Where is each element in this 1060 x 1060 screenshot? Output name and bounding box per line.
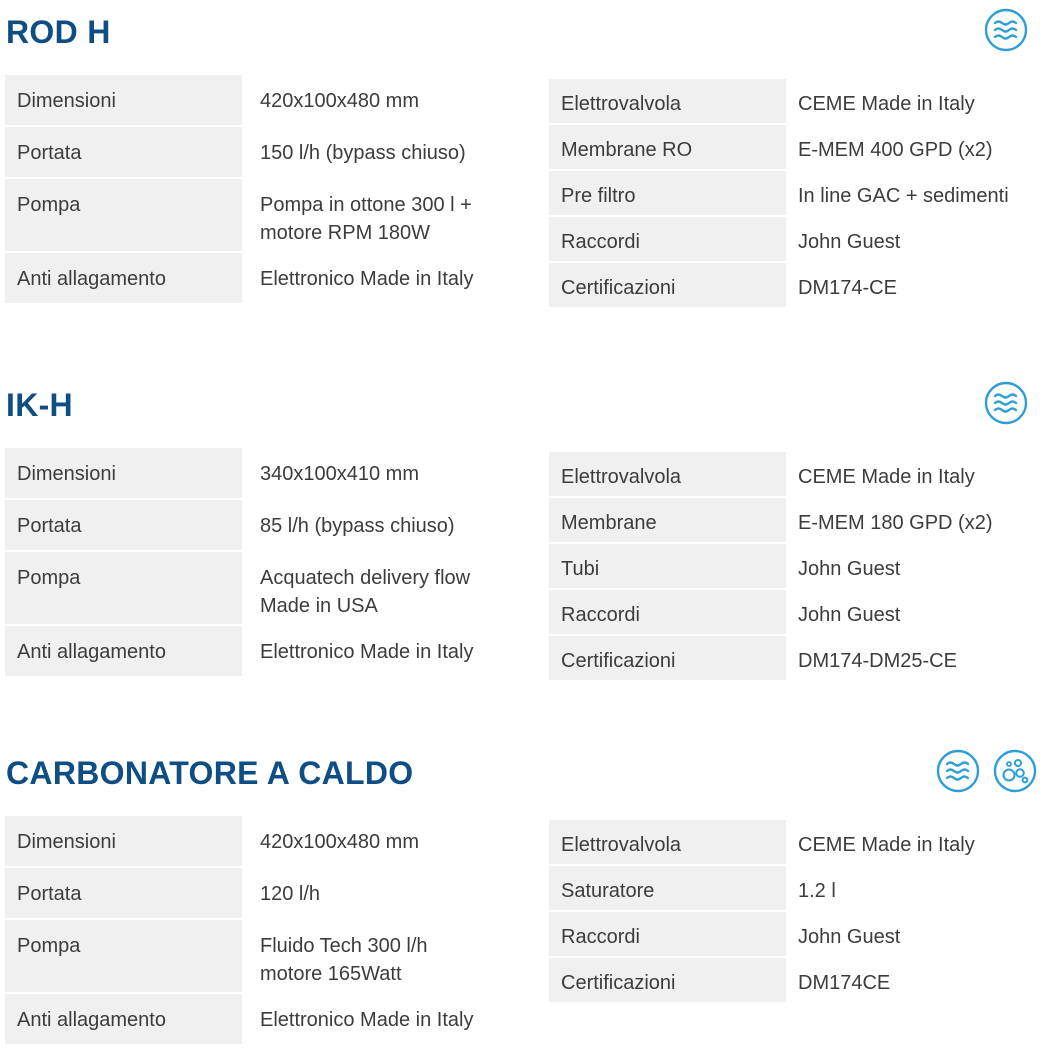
spec-label: Dimensioni	[5, 75, 242, 125]
spec-value: E-MEM 180 GPD (x2)	[786, 498, 1060, 542]
spec-value: Elettronico Made in Italy	[247, 253, 525, 303]
spec-row-certificazioni	[549, 636, 1060, 680]
spec-value: John Guest	[786, 912, 1060, 956]
spec-value: 340x100x410 mm	[247, 448, 525, 498]
spec-row-anti-allagamento	[5, 626, 525, 676]
bubbles-icon	[993, 749, 1037, 793]
spec-value: 120 l/h	[247, 868, 525, 918]
spec-row-elettrovalvola	[549, 452, 1060, 496]
spec-row-certificazioni	[549, 958, 1060, 1002]
spec-row-pre-filtro	[549, 171, 1060, 215]
spec-value: John Guest	[786, 590, 1060, 634]
spec-value: CEME Made in Italy	[786, 820, 1060, 864]
water-waves-icon	[984, 8, 1028, 52]
spec-row-certificazioni	[549, 263, 1060, 307]
spec-label: Dimensioni	[5, 816, 242, 866]
spec-row-portata	[5, 127, 525, 177]
spec-value: 420x100x480 mm	[247, 75, 525, 125]
spec-label: Certificazioni	[549, 636, 786, 680]
spec-row-anti-allagamento	[5, 994, 525, 1044]
spec-label: Pompa	[5, 179, 242, 251]
spec-label: Dimensioni	[5, 448, 242, 498]
spec-value: DM174-DM25-CE	[786, 636, 1060, 680]
spec-row-saturatore	[549, 866, 1060, 910]
spec-row-raccordi	[549, 217, 1060, 261]
spec-value: Elettronico Made in Italy	[247, 626, 525, 676]
spec-value: In line GAC + sedimenti	[786, 171, 1060, 215]
spec-value: John Guest	[786, 544, 1060, 588]
spec-value: 1.2 l	[786, 866, 1060, 910]
spec-row-portata	[5, 500, 525, 550]
spec-label: Pompa	[5, 552, 242, 624]
spec-row-pompa	[5, 920, 525, 992]
spec-row-membrane-ro	[549, 125, 1060, 169]
spec-label: Anti allagamento	[5, 253, 242, 303]
spec-label: Certificazioni	[549, 958, 786, 1002]
spec-label: Portata	[5, 500, 242, 550]
spec-label: Anti allagamento	[5, 626, 242, 676]
spec-row-raccordi	[549, 590, 1060, 634]
spec-value: CEME Made in Italy	[786, 452, 1060, 496]
spec-label: Anti allagamento	[5, 994, 242, 1044]
water-waves-icon	[984, 381, 1028, 425]
spec-label: Portata	[5, 868, 242, 918]
section-title: ROD H	[6, 14, 111, 50]
spec-row-membrane	[549, 498, 1060, 542]
spec-row-pompa	[5, 179, 525, 251]
spec-row-tubi	[549, 544, 1060, 588]
spec-value: 420x100x480 mm	[247, 816, 525, 866]
spec-row-anti-allagamento	[5, 253, 525, 303]
spec-label: Raccordi	[549, 590, 786, 634]
spec-label: Elettrovalvola	[549, 820, 786, 864]
spec-label: Saturatore	[549, 866, 786, 910]
spec-row-pompa	[5, 552, 525, 624]
spec-row-raccordi	[549, 912, 1060, 956]
spec-label: Portata	[5, 127, 242, 177]
section-title: CARBONATORE A CALDO	[6, 755, 414, 791]
spec-label: Raccordi	[549, 217, 786, 261]
spec-label: Elettrovalvola	[549, 79, 786, 123]
spec-label: Certificazioni	[549, 263, 786, 307]
spec-value: DM174-CE	[786, 263, 1060, 307]
spec-value: E-MEM 400 GPD (x2)	[786, 125, 1060, 169]
spec-value: 85 l/h (bypass chiuso)	[247, 500, 525, 550]
spec-row-dimensioni	[5, 816, 525, 866]
spec-value: Elettronico Made in Italy	[247, 994, 525, 1044]
spec-label: Elettrovalvola	[549, 452, 786, 496]
spec-label: Tubi	[549, 544, 786, 588]
section-title: IK-H	[6, 387, 73, 423]
spec-row-dimensioni	[5, 448, 525, 498]
spec-value: 150 l/h (bypass chiuso)	[247, 127, 525, 177]
spec-label: Raccordi	[549, 912, 786, 956]
water-waves-icon	[936, 749, 980, 793]
spec-row-elettrovalvola	[549, 820, 1060, 864]
spec-value: John Guest	[786, 217, 1060, 261]
spec-row-dimensioni	[5, 75, 525, 125]
spec-value: Fluido Tech 300 l/h motore 165Watt	[247, 920, 525, 992]
spec-label: Pompa	[5, 920, 242, 992]
spec-label: Pre filtro	[549, 171, 786, 215]
spec-label: Membrane	[549, 498, 786, 542]
spec-label: Membrane RO	[549, 125, 786, 169]
spec-value: DM174CE	[786, 958, 1060, 1002]
spec-row-elettrovalvola	[549, 79, 1060, 123]
spec-row-portata	[5, 868, 525, 918]
spec-value: CEME Made in Italy	[786, 79, 1060, 123]
spec-value: Acquatech delivery flow Made in USA	[247, 552, 525, 624]
spec-value: Pompa in ottone 300 l + motore RPM 180W	[247, 179, 525, 251]
